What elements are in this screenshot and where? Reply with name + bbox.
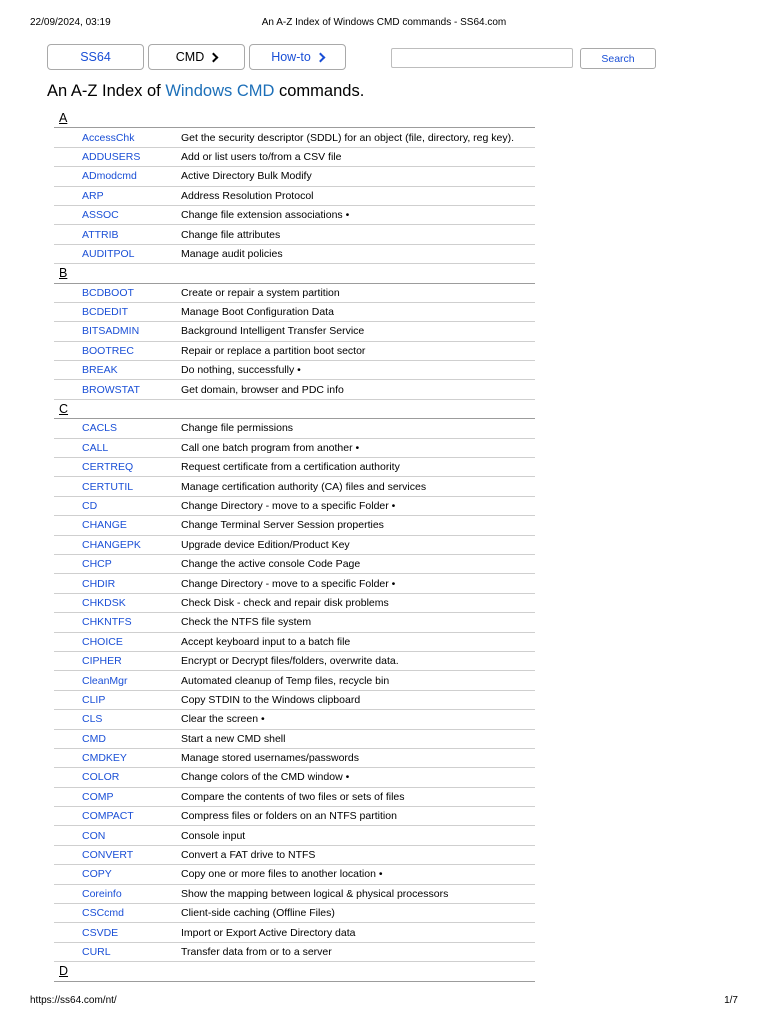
command-link[interactable]: CMDKEY [82,752,127,765]
table-row [54,458,535,477]
table-row [54,652,535,671]
command-description: Manage Boot Configuration Data [181,306,334,319]
command-description: Import or Export Active Directory data [181,926,356,939]
section-letter-d [54,962,535,981]
command-description: Client-side caching (Offline Files) [181,907,335,920]
command-link[interactable]: CHKDSK [82,596,126,609]
command-link[interactable]: BCDBOOT [82,286,134,299]
command-link[interactable]: Coreinfo [82,887,122,900]
command-index-table [54,109,535,982]
print-page-title: An A-Z Index of Windows CMD commands - SS64.com [261,17,507,28]
command-link[interactable]: BROWSTAT [82,383,140,396]
command-description: Clear the screen • [181,713,265,726]
section-letter-link[interactable]: B [59,266,68,281]
command-description: Console input [181,829,246,842]
command-description: Add or list users to/from a CSV file [181,150,342,163]
table-row [54,865,535,884]
table-row [54,671,535,690]
section-letter-link[interactable]: C [59,401,69,416]
nav-ss64-label: SS64 [80,50,111,64]
command-link[interactable]: CERTUTIL [82,480,134,493]
command-description: Accept keyboard input to a batch file [181,635,351,648]
command-link[interactable]: CLS [82,713,103,726]
command-link[interactable]: CHANGEPK [82,538,141,551]
table-row [54,536,535,555]
print-datetime: 22/09/2024, 03:19 [30,17,111,28]
command-description: Change file attributes [181,228,281,241]
print-page-number: 1/7 [724,995,738,1006]
command-link[interactable]: ADmodcmd [82,170,137,183]
command-description: Change colors of the CMD window • [181,771,350,784]
table-row [54,206,535,225]
table-row [54,594,535,613]
table-row [54,691,535,710]
search-input[interactable] [391,48,573,68]
nav-howto-label: How-to [271,50,311,64]
table-row [54,574,535,593]
page-title-highlight[interactable]: Windows CMD [165,82,275,100]
page-title-prefix: An A-Z Index of [47,82,166,100]
command-description: Manage audit policies [181,247,283,260]
table-row [54,439,535,458]
table-row [54,885,535,904]
command-link[interactable]: CHCP [82,558,112,571]
table-row [54,303,535,322]
command-link[interactable]: CleanMgr [82,674,128,687]
table-row [54,225,535,244]
command-description: Check the NTFS file system [181,616,312,629]
command-link[interactable]: ADDUSERS [82,150,141,163]
command-link[interactable]: COMPACT [82,810,134,823]
command-link[interactable]: BCDEDIT [82,306,129,319]
table-row [54,923,535,942]
command-description: Change Directory - move to a specific Folder • [181,577,396,590]
command-link[interactable]: ARP [82,189,104,202]
table-row [54,730,535,749]
command-link[interactable]: CALL [82,441,109,454]
command-link[interactable]: ASSOC [82,209,119,222]
page-title [47,82,364,101]
command-link[interactable]: CURL [82,945,111,958]
table-row [54,555,535,574]
table-row [54,477,535,496]
table-row [54,187,535,206]
table-row [54,613,535,632]
command-description: Transfer data from or to a server [181,945,332,958]
table-row [54,342,535,361]
section-letter-b [54,264,535,283]
command-link[interactable]: COPY [82,868,112,881]
command-link[interactable]: CD [82,500,98,512]
table-row [54,284,535,303]
table-row [54,807,535,826]
command-description: Copy one or more files to another location • [181,868,383,881]
command-description: Compare the contents of two files or sets of files [181,790,405,803]
table-row [54,904,535,923]
table-row [54,516,535,535]
command-description: Create or repair a system partition [181,286,340,299]
table-row [54,943,535,962]
command-link[interactable]: CHDIR [82,577,116,590]
command-link[interactable]: COMP [82,790,114,803]
table-row [54,749,535,768]
section-letter-link[interactable]: D [59,964,69,979]
table-row [54,419,535,438]
table-row [54,167,535,186]
table-row [54,245,535,264]
command-description: Get domain, browser and PDC info [181,383,344,396]
table-row [54,322,535,341]
chevron-right-icon [209,53,219,63]
command-description: Repair or replace a partition boot sector [181,344,366,357]
command-link[interactable]: CHKNTFS [82,616,132,629]
nav-ss64-button[interactable] [47,44,144,70]
command-link[interactable]: CIPHER [82,655,122,668]
command-link[interactable]: CSCcmd [82,907,125,920]
nav-howto-button[interactable] [249,44,346,70]
table-row [54,788,535,807]
command-description: Manage stored usernames/passwords [181,752,360,765]
command-link[interactable]: CONVERT [82,849,134,862]
command-description: Change file extension associations • [181,209,350,222]
print-url: https://ss64.com/nt/ [30,995,117,1006]
command-description: Change Directory - move to a specific Folder • [181,500,396,512]
table-row [54,380,535,399]
command-description: Encrypt or Decrypt files/folders, overwrite data. [181,655,399,668]
command-link[interactable]: AUDITPOL [82,247,135,260]
command-link[interactable]: ATTRIB [82,228,119,241]
section-letter-a [54,109,535,128]
command-description: Automated cleanup of Temp files, recycle bin [181,674,390,687]
command-description: Start a new CMD shell [181,732,286,745]
command-description: Compress files or folders on an NTFS partition [181,810,397,823]
command-link[interactable]: CHOICE [82,635,123,648]
command-description: Background Intelligent Transfer Service [181,325,365,338]
table-row [54,497,535,516]
command-link[interactable]: CHANGE [82,519,127,532]
table-row [54,710,535,729]
command-description: Manage certification authority (CA) files and services [181,480,427,493]
page-title-suffix: commands. [274,82,365,100]
table-row [54,768,535,787]
table-row [54,128,535,147]
command-description: Get the security descriptor (SDDL) for an object (file, directory, reg key). [181,131,515,144]
command-link[interactable]: CERTREQ [82,461,134,474]
command-description: Call one batch program from another • [181,441,360,454]
command-link[interactable]: AccessChk [82,131,135,144]
command-description: Change the active console Code Page [181,558,361,571]
table-row [54,633,535,652]
nav-cmd-button[interactable] [148,44,245,70]
command-description: Upgrade device Edition/Product Key [181,538,350,551]
command-description: Change Terminal Server Session properties [181,519,384,532]
command-description: Change file permissions [181,422,294,435]
nav-cmd-label: CMD [175,50,205,64]
command-link[interactable]: CSVDE [82,926,119,939]
command-description: Do nothing, successfully • [181,364,301,377]
command-description: Show the mapping between logical & physical processors [181,887,449,900]
command-description: Active Directory Bulk Modify [181,170,312,183]
search-button[interactable]: Search [580,48,656,69]
command-link[interactable]: BOOTREC [82,344,134,357]
command-description: Convert a FAT drive to NTFS [181,849,316,862]
command-description: Check Disk - check and repair disk problems [181,596,389,609]
command-link[interactable]: CLIP [82,693,106,706]
section-letter-c [54,400,535,419]
command-description: Copy STDIN to the Windows clipboard [181,693,361,706]
table-row [54,846,535,865]
section-letter-link[interactable]: A [59,111,68,125]
table-row [54,826,535,845]
command-link[interactable]: CMD [82,732,106,745]
command-link[interactable]: CON [82,829,106,842]
command-link[interactable]: BREAK [82,364,118,377]
table-row [54,148,535,167]
command-link[interactable]: CACLS [82,422,118,435]
command-link[interactable]: COLOR [82,771,120,784]
chevron-right-icon [315,53,325,63]
table-row [54,361,535,380]
command-description: Request certificate from a certification authority [181,461,400,474]
command-description: Address Resolution Protocol [181,189,314,202]
command-link[interactable]: BITSADMIN [82,325,140,338]
